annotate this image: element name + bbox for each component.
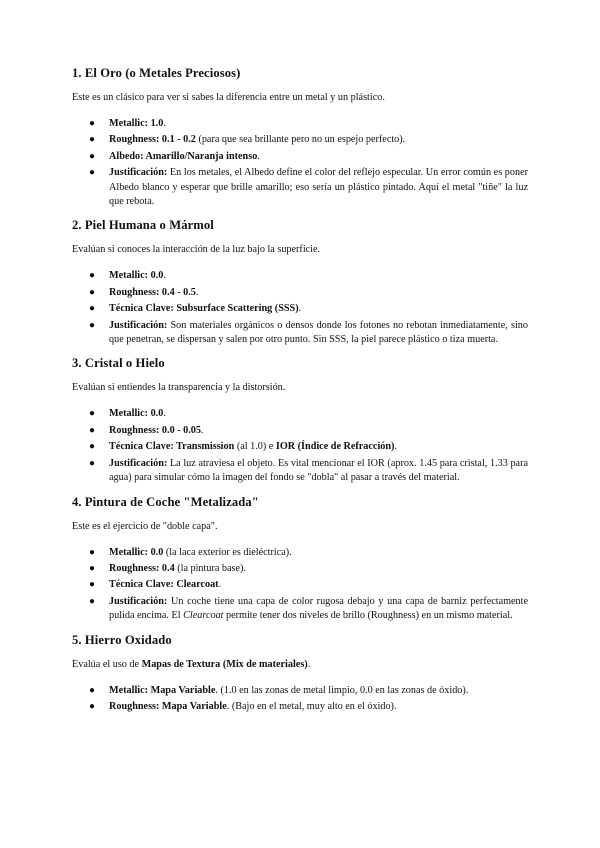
list-item [72, 286, 528, 300]
section-skin-marble [72, 218, 528, 347]
bullet-icon: ● [89, 118, 96, 129]
section-intro: Este es el ejercicio de "doble capa". [72, 520, 218, 532]
item-text: . [257, 150, 260, 162]
item-label: Metallic: 0.0 [109, 270, 164, 282]
section-title: 2. Piel Humana o Mármol [72, 218, 214, 233]
bullet-icon: ● [89, 319, 96, 331]
item-text: (la pintura base). [174, 562, 246, 574]
section-gold [72, 66, 528, 209]
item-text: . [298, 303, 302, 315]
section-intro: Evalúan si conoces la interacción de la luz bajo la superficie. [72, 244, 321, 256]
property-list [72, 117, 528, 209]
item-text: Un coche tiene una capa de color rugosa debajo y una capa de barniz perfectamente pulida encima. El [109, 595, 528, 622]
item-label: Metallic: 0.0 [109, 408, 164, 420]
item-label: Metallic: Mapa Variable [109, 684, 216, 696]
bullet-icon: ● [89, 424, 96, 436]
list-item [72, 133, 528, 147]
section-intro: Este es un clásico para ver si sabes la diferencia entre un metal y un plástico. [72, 92, 385, 103]
list-item [72, 319, 528, 348]
list-item [72, 700, 528, 714]
item-text: . (Bajo en el metal, muy alto en el óxido). [226, 700, 397, 712]
intro-text: Evalúa el uso de [72, 658, 142, 670]
document-page [72, 66, 528, 716]
item-text: . [200, 424, 204, 436]
bullet-icon: ● [89, 595, 96, 607]
section-rusted-iron [72, 633, 528, 715]
list-item [72, 166, 528, 209]
list-item [72, 457, 528, 486]
section-title: 1. El Oro (o Metales Preciosos) [72, 66, 241, 80]
bullet-icon: ● [89, 700, 96, 712]
item-label: Roughness: 0.1 - 0.2 [109, 134, 196, 146]
list-item [72, 302, 528, 316]
property-list [72, 684, 528, 715]
item-label: Metallic: 1.0 [109, 118, 164, 129]
bullet-icon: ● [89, 441, 96, 453]
list-item [72, 117, 528, 131]
item-text: . [163, 408, 166, 420]
item-label: Técnica Clave: Clearcoat [109, 579, 219, 591]
item-label: Roughness: 0.4 [109, 562, 175, 574]
item-label: Albedo: Amarillo/Naranja intenso [109, 150, 258, 162]
bullet-icon: ● [89, 134, 96, 146]
bullet-icon: ● [89, 408, 96, 420]
list-item [72, 562, 528, 576]
item-italic: Clearcoat [183, 610, 224, 622]
item-label: Técnica Clave: Transmission [109, 441, 235, 453]
item-label: Roughness: 0.0 - 0.05 [109, 424, 201, 436]
property-list [72, 546, 528, 624]
item-label: Justificación: [109, 167, 168, 179]
bullet-icon: ● [89, 286, 96, 298]
item-text: En los metales, el Albedo define el color del reflejo especular. Un error común es poner Albedo blanco y esperar que brille amarillo; eso sería un plástico pintado. Aquí el metal "tiñe" la luz que rebota. [109, 167, 528, 208]
item-text: . [394, 441, 397, 453]
bullet-icon: ● [89, 150, 96, 162]
bullet-icon: ● [89, 270, 96, 282]
item-text: (para que sea brillante pero no un espejo perfecto). [195, 134, 406, 146]
bullet-icon: ● [89, 579, 96, 591]
list-item [72, 684, 528, 698]
item-text: . [163, 118, 166, 129]
section-title: 3. Cristal o Hielo [72, 356, 165, 371]
item-text: (la laca exterior es dieléctrica). [163, 546, 292, 558]
list-item [72, 407, 528, 421]
property-list [72, 407, 528, 485]
bullet-icon: ● [89, 457, 96, 469]
item-text: . [163, 270, 166, 282]
item-label: Justificación: [109, 319, 168, 331]
item-label-secondary: IOR (Índice de Refracción) [275, 441, 395, 453]
section-title: 4. Pintura de Coche "Metalizada" [72, 494, 259, 509]
item-text: . [218, 579, 222, 591]
item-text: La luz atraviesa el objeto. Es vital mencionar el IOR (aprox. 1.45 para cristal, 1.33 para agua) para simular cómo la imagen del fondo se "dobla" al pasar a través del material. [109, 457, 528, 484]
section-title: 5. Hierro Oxidado [72, 632, 172, 647]
list-item [72, 595, 528, 624]
item-label: Roughness: Mapa Variable [109, 700, 227, 712]
list-item [72, 578, 528, 592]
bullet-icon: ● [89, 546, 96, 558]
list-item [72, 440, 528, 454]
bullet-icon: ● [89, 684, 96, 696]
list-item [72, 546, 528, 560]
item-label: Roughness: 0.4 - 0.5 [109, 286, 196, 298]
item-text: . (1.0 en las zonas de metal limpio, 0.0 en las zonas de óxido). [215, 684, 469, 696]
section-intro [72, 658, 528, 672]
section-intro: Evalúan si entiendes la transparencia y la distorsión. [72, 382, 286, 394]
item-label: Justificación: [109, 595, 168, 607]
bullet-icon: ● [89, 303, 96, 315]
intro-text: . [307, 658, 311, 670]
item-text: (al 1.0) e [234, 441, 276, 453]
item-label: Justificación: [109, 457, 168, 469]
section-glass-ice [72, 356, 528, 485]
item-text: permite tener dos niveles de brillo (Roughness) en un mismo material. [223, 610, 513, 622]
section-car-paint [72, 495, 528, 624]
bullet-icon: ● [89, 562, 96, 574]
intro-bold: Mapas de Textura (Mix de materiales) [141, 658, 308, 670]
item-label: Metallic: 0.0 [109, 546, 164, 558]
item-text: Son materiales orgánicos o densos donde los fotones no rebotan inmediatamente, sino que penetran, se dispersan y salen por otro punto. Sin SSS, la piel parece plástico o tiza muerta. [109, 319, 528, 346]
list-item [72, 424, 528, 438]
list-item [72, 269, 528, 283]
property-list [72, 269, 528, 347]
item-text: . [195, 286, 199, 298]
item-label: Técnica Clave: Subsurface Scattering (SSS) [109, 303, 299, 315]
bullet-icon: ● [89, 167, 96, 179]
list-item [72, 150, 528, 164]
